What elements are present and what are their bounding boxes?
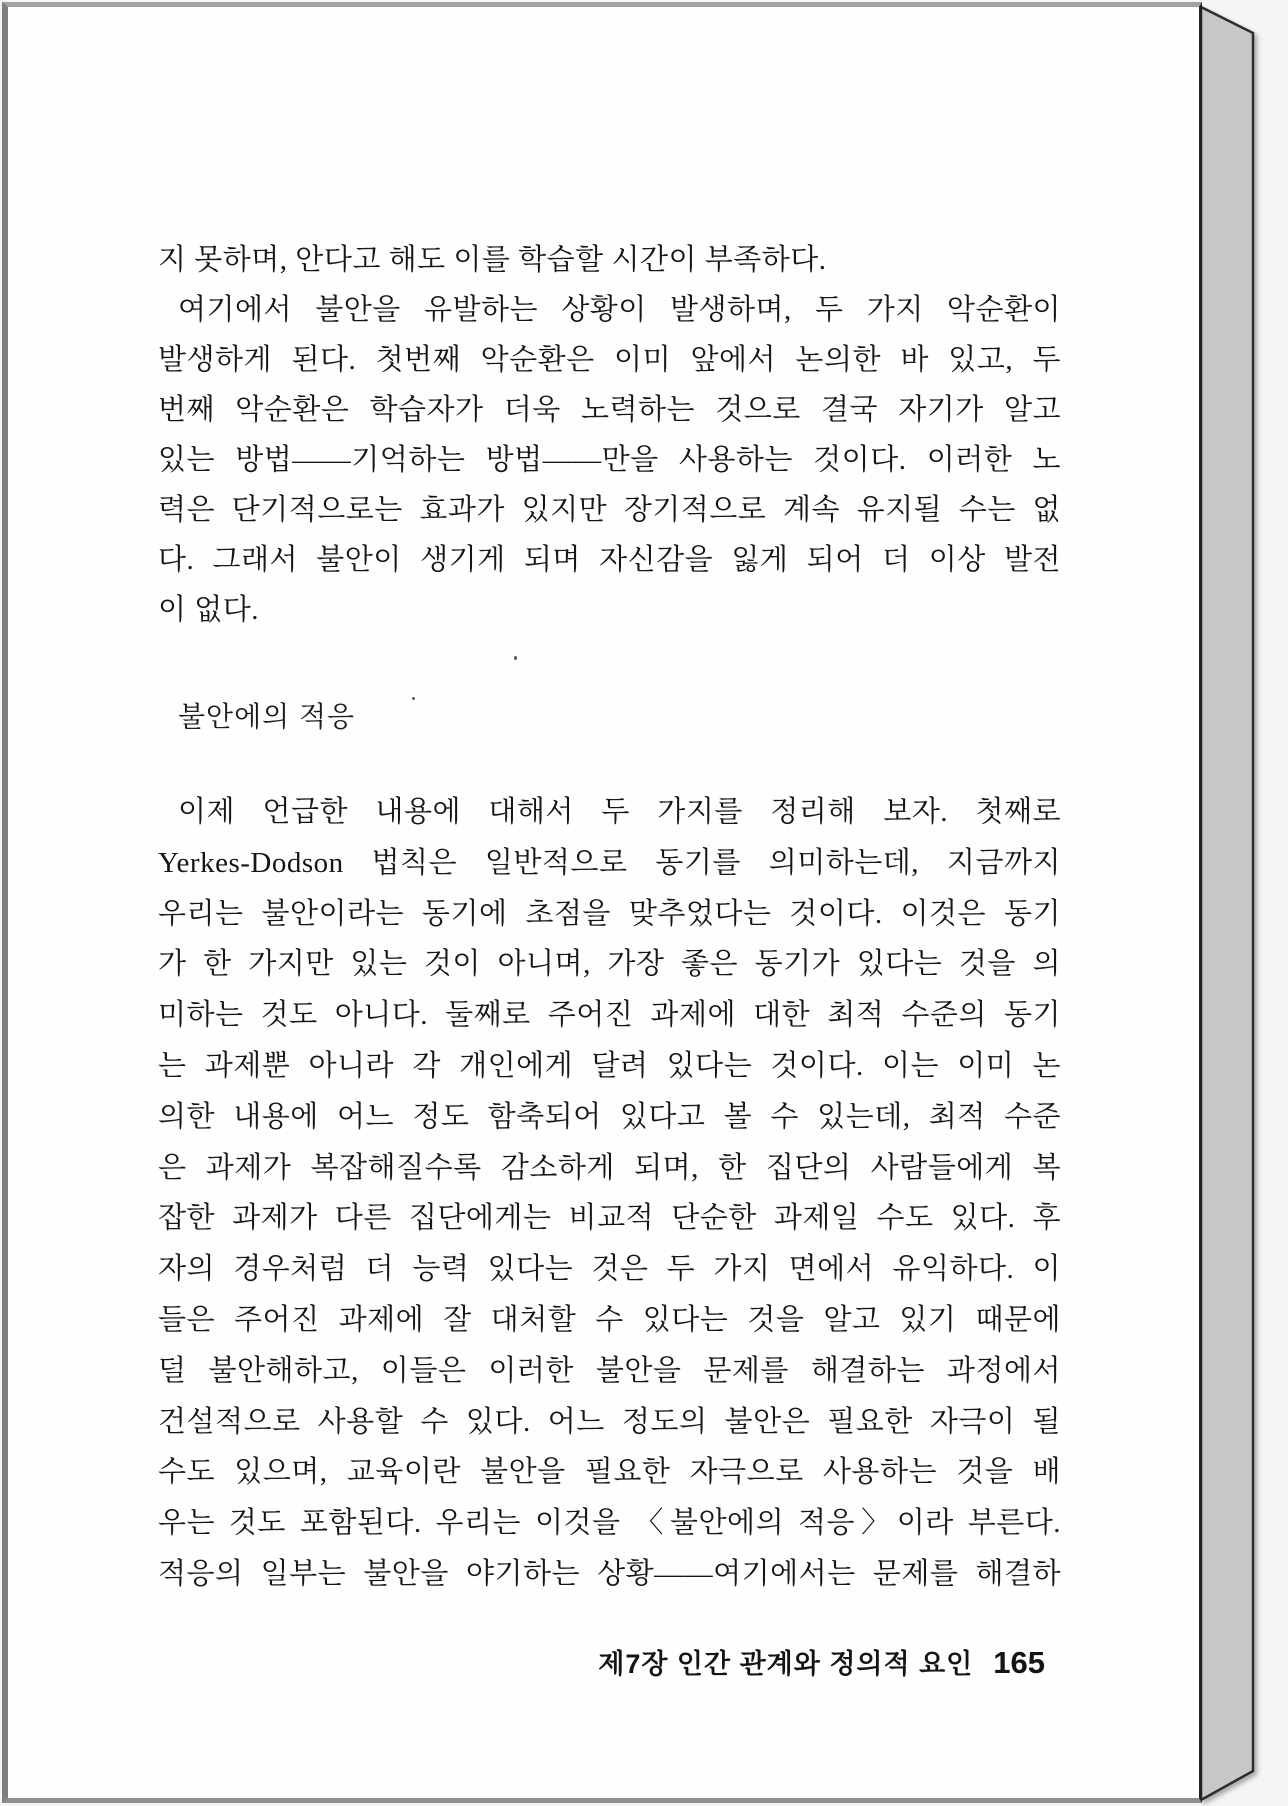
- body-line: Yerkes-Dodson 법칙은 일반적으로 동기를 의미하는데, 지금까지: [158, 846, 1061, 879]
- page-edge-polygon: [1201, 7, 1253, 1800]
- body-line: 발생하게 된다. 첫번째 악순환은 이미 앞에서 논의한 바 있고, 두: [158, 344, 1061, 376]
- body-line: 있는 방법——기억하는 방법——만을 사용하는 것이다. 이러한 노: [158, 444, 1061, 476]
- body-line: 우리는 불안이라는 동기에 초점을 맞추었다는 것이다. 이것은 동기: [158, 897, 1061, 930]
- body-line: 이제 언급한 내용에 대해서 두 가지를 정리해 보자. 첫째로: [178, 796, 1061, 828]
- body-line: 는 과제뿐 아니라 각 개인에게 달려 있다는 것이다. 이는 이미 논: [158, 1049, 1061, 1082]
- body-line: 이 없다.: [158, 594, 260, 626]
- paragraph-block-top: [158, 235, 1061, 635]
- body-line: 의한 내용에 어느 정도 함축되어 있다고 볼 수 있는데, 최적 수준: [158, 1100, 1061, 1133]
- body-line: 수도 있으며, 교육이란 불안을 필요한 자극으로 사용하는 것을 배: [158, 1456, 1061, 1489]
- body-line: 력은 단기적으로는 효과가 있지만 장기적으로 계속 유지될 수는 없: [158, 494, 1061, 526]
- body-line: 적응의 일부는 불안을 야기하는 상황——여기에서는 문제를 해결하: [158, 1557, 1061, 1590]
- body-line: 건설적으로 사용할 수 있다. 어느 정도의 불안은 필요한 자극이 될: [158, 1405, 1061, 1438]
- body-line: 덜 불안해하고, 이들은 이러한 불안을 문제를 해결하는 과정에서: [158, 1354, 1061, 1387]
- page: [2, 2, 1202, 1803]
- body-line: 우는 것도 포함된다. 우리는 이것을 〈불안에의 적응〉이라 부른다.: [158, 1507, 1061, 1540]
- footer-page-number: 165: [993, 1645, 1045, 1680]
- body-line: 미하는 것도 아니다. 둘째로 주어진 과제에 대한 최적 수준의 동기: [158, 999, 1061, 1032]
- scan-speck: [412, 697, 415, 700]
- body-line: 다. 그래서 불안이 생기게 되며 자신감을 잃게 되어 더 이상 발전: [158, 544, 1061, 576]
- body-line: 은 과제가 복잡해질수록 감소하게 되며, 한 집단의 사람들에게 복: [158, 1151, 1061, 1184]
- body-line: 잡한 과제가 다른 집단에게는 비교적 단순한 과제일 수도 있다. 후: [158, 1202, 1061, 1235]
- footer-chapter-title: 제7장 인간 관계와 정의적 요인: [598, 1649, 974, 1679]
- body-line: 들은 주어진 과제에 잘 대처할 수 있다는 것을 알고 있기 때문에: [158, 1303, 1061, 1336]
- body-line: 번째 악순환은 학습자가 더욱 노력하는 것으로 결국 자기가 알고: [158, 394, 1061, 426]
- running-footer: [158, 1643, 1045, 1684]
- body-line: 가 한 가지만 있는 것이 아니며, 가장 좋은 동기가 있다는 것을 의: [158, 948, 1061, 981]
- section-heading: 불안에의 적응: [178, 701, 356, 732]
- scan-speck: [514, 656, 517, 660]
- body-line: 여기에서 불안을 유발하는 상황이 발생하며, 두 가지 악순환이: [178, 294, 1061, 326]
- paragraph-block-main: [158, 787, 1061, 1600]
- body-line: 지 못하며, 안다고 해도 이를 학습할 시간이 부족하다.: [158, 244, 827, 276]
- body-line: 자의 경우처럼 더 능력 있다는 것은 두 가지 면에서 유익하다. 이: [158, 1253, 1061, 1286]
